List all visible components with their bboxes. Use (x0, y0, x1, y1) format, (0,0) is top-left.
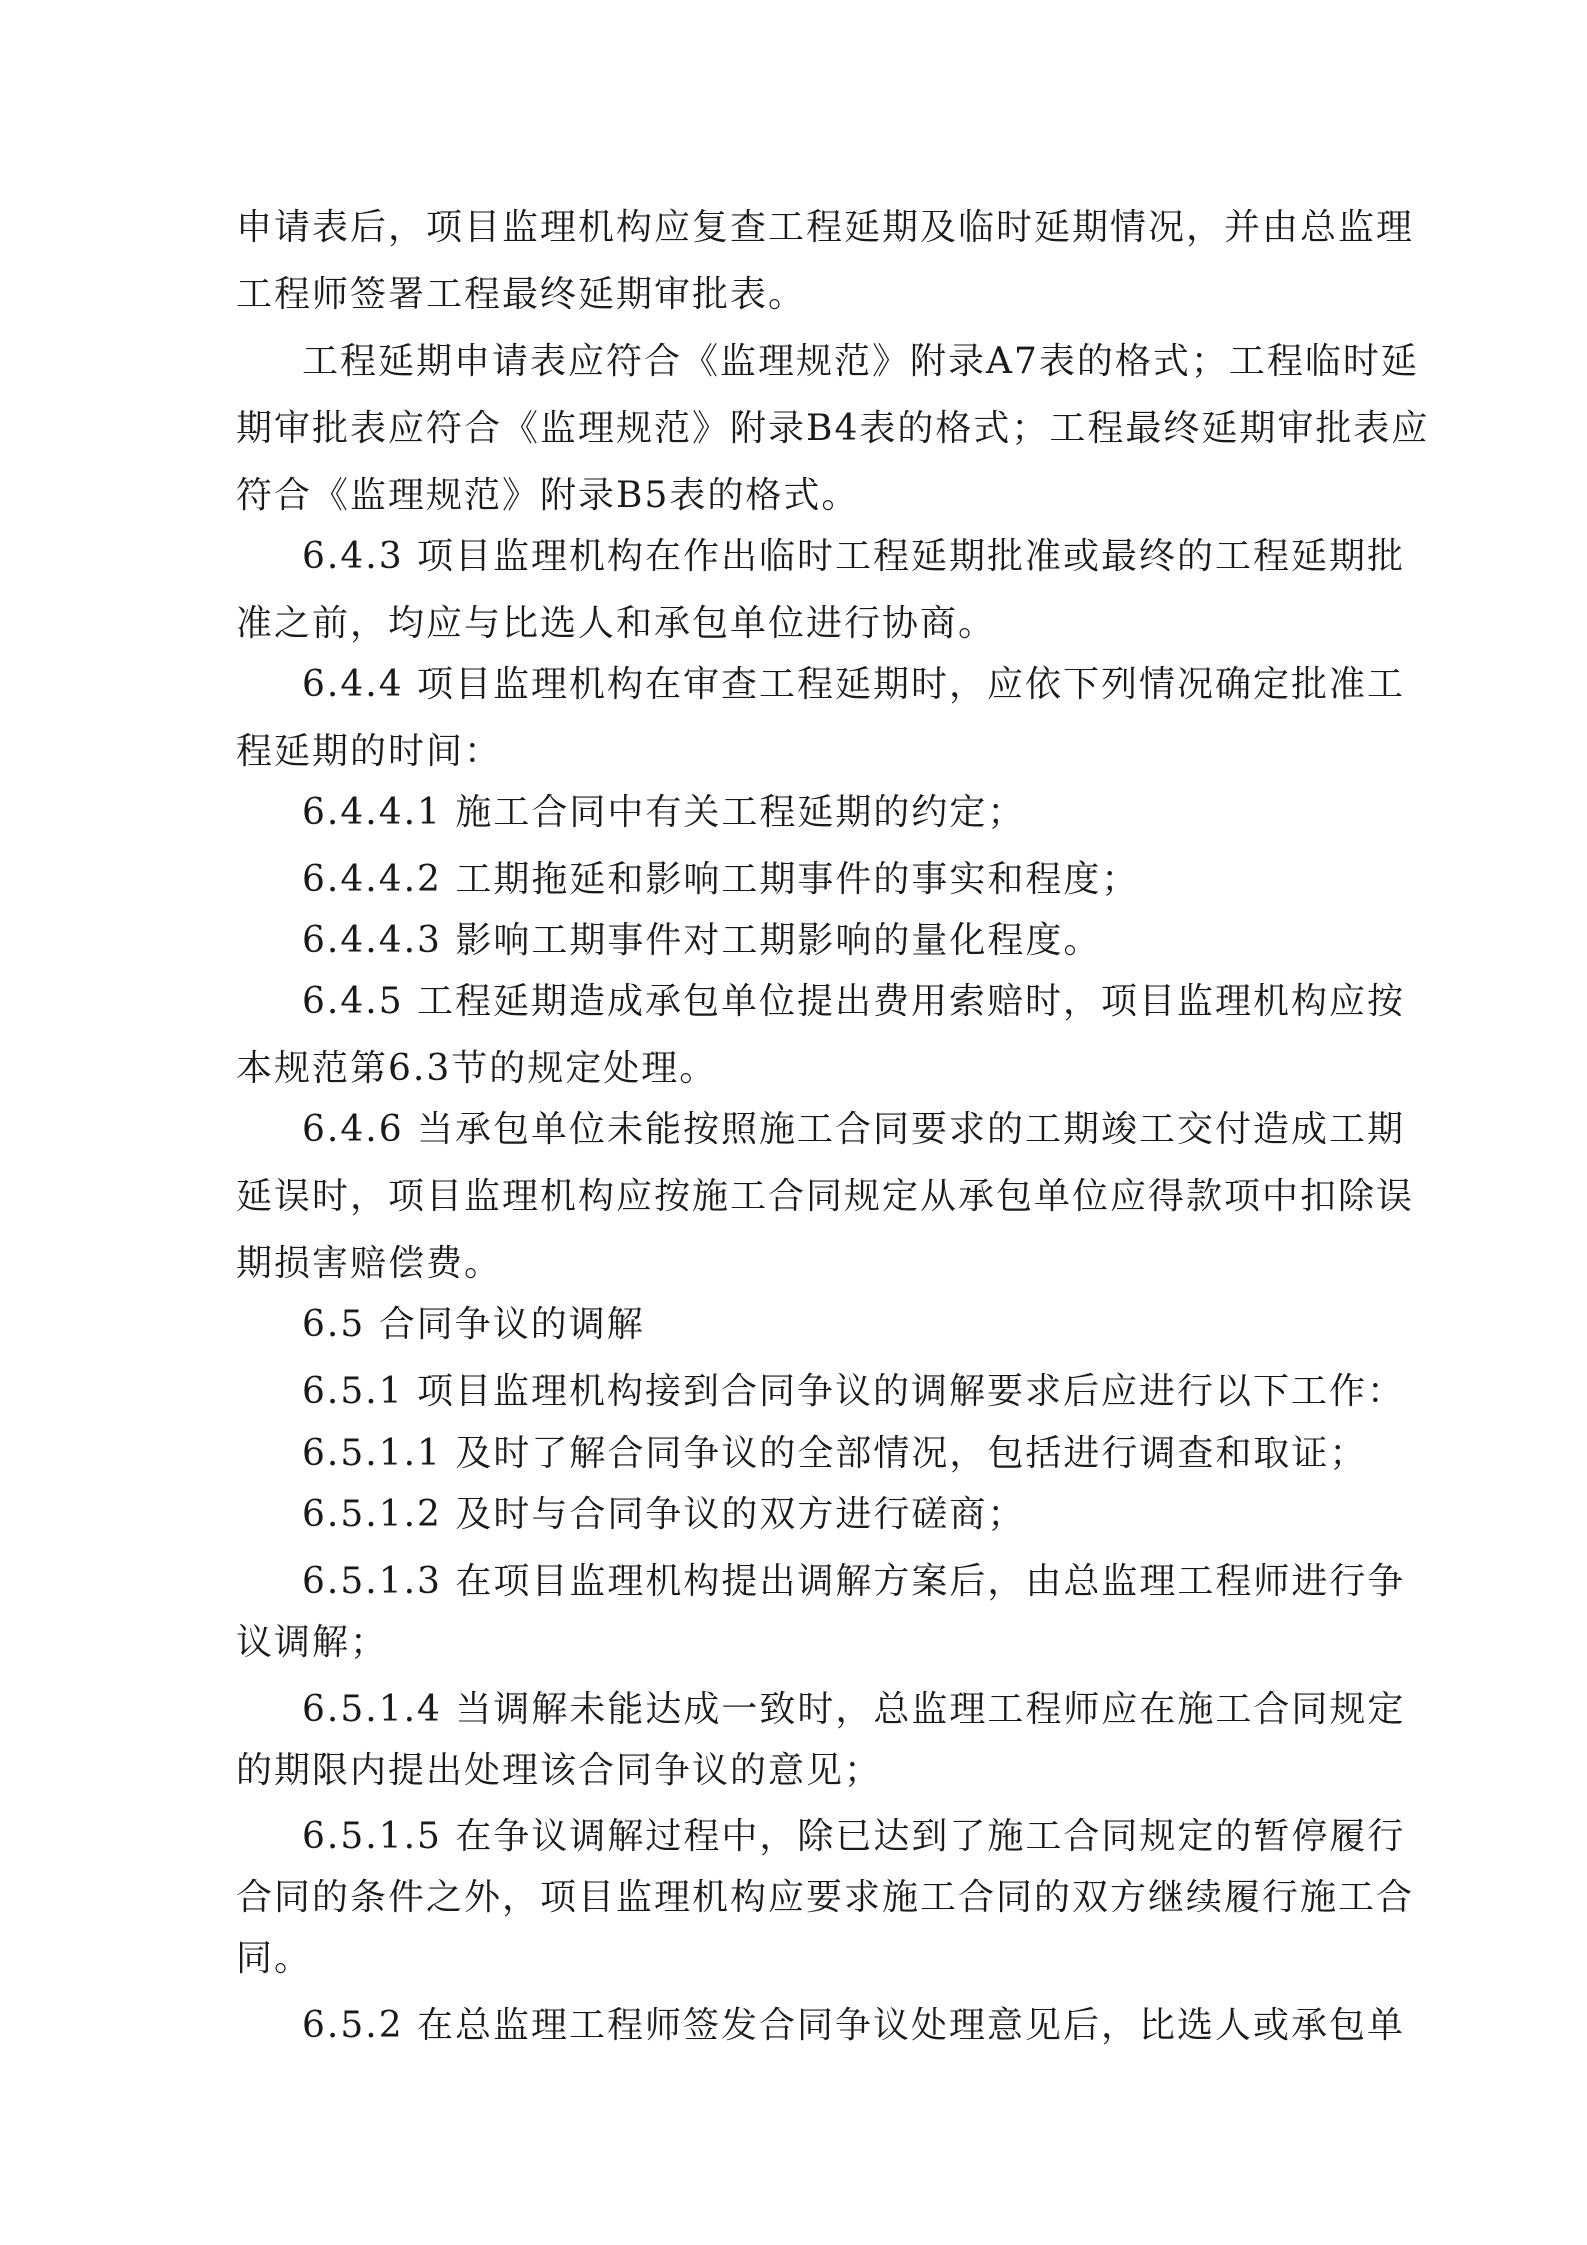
text-line: 6.5.1.5 在争议调解过程中，除已达到了施工合同规定的暂停履行 (302, 1816, 1406, 1857)
text-line: 6.4.4.2 工期拖延和影响工期事件的事实和程度； (302, 859, 1140, 900)
text-line: 6.4.4 项目监理机构在审查工程延期时，应依下列情况确定批准工 (302, 664, 1406, 705)
text-line: 本规范第6.3节的规定处理。 (236, 1048, 718, 1089)
text-line: 6.4.3 项目监理机构在作出临时工程延期批准或最终的工程延期批 (302, 536, 1406, 577)
text-line: 期审批表应符合《监理规范》附录B4表的格式；工程最终延期审批表应 (236, 408, 1430, 449)
text-line: 延误时，项目监理机构应按施工合同规定从承包单位应得款项中扣除误 (236, 1176, 1415, 1217)
text-line: 工程延期申请表应符合《监理规范》附录A7表的格式；工程临时延 (302, 341, 1419, 382)
text-line: 6.4.6 当承包单位未能按照施工合同要求的工期竣工交付造成工期 (302, 1109, 1406, 1150)
text-line: 6.5.1.3 在项目监理机构提出调解方案后，由总监理工程师进行争 (302, 1561, 1406, 1602)
text-line: 6.5.2 在总监理工程师签发合同争议处理意见后，比选人或承包单 (302, 2005, 1406, 2046)
text-line: 符合《监理规范》附录B5表的格式。 (236, 475, 860, 516)
text-line: 6.4.5 工程延期造成承包单位提出费用索赔时，项目监理机构应按 (302, 981, 1406, 1022)
text-line: 工程师签署工程最终延期审批表。 (236, 274, 807, 315)
text-line: 的期限内提出处理该合同争议的意见； (236, 1750, 883, 1791)
text-line: 6.5.1.4 当调解未能达成一致时，总监理工程师应在施工合同规定 (302, 1689, 1406, 1730)
text-line: 6.4.4.3 影响工期事件对工期影响的量化程度。 (302, 920, 1102, 961)
text-line: 准之前，均应与比选人和承包单位进行协商。 (236, 603, 997, 644)
text-line: 6.5.1.2 及时与合同争议的双方进行磋商； (302, 1494, 1026, 1535)
text-line: 6.5.1 项目监理机构接到合同争议的调解要求后应进行以下工作： (302, 1371, 1406, 1412)
section-heading: 6.5 合同争议的调解 (302, 1304, 645, 1345)
text-line: 议调解； (236, 1622, 389, 1663)
text-line: 6.4.4.1 施工合同中有关工程延期的约定； (302, 792, 1026, 833)
text-line: 合同的条件之外，项目监理机构应要求施工合同的双方继续履行施工合 (236, 1877, 1415, 1918)
text-line: 申请表后，项目监理机构应复查工程延期及临时延期情况，并由总监理 (236, 207, 1415, 248)
text-line: 6.5.1.1 及时了解合同争议的全部情况，包括进行调查和取证； (302, 1433, 1368, 1474)
text-line: 同。 (236, 1938, 313, 1979)
text-line: 程延期的时间： (236, 731, 503, 772)
text-line: 期损害赔偿费。 (236, 1243, 503, 1284)
